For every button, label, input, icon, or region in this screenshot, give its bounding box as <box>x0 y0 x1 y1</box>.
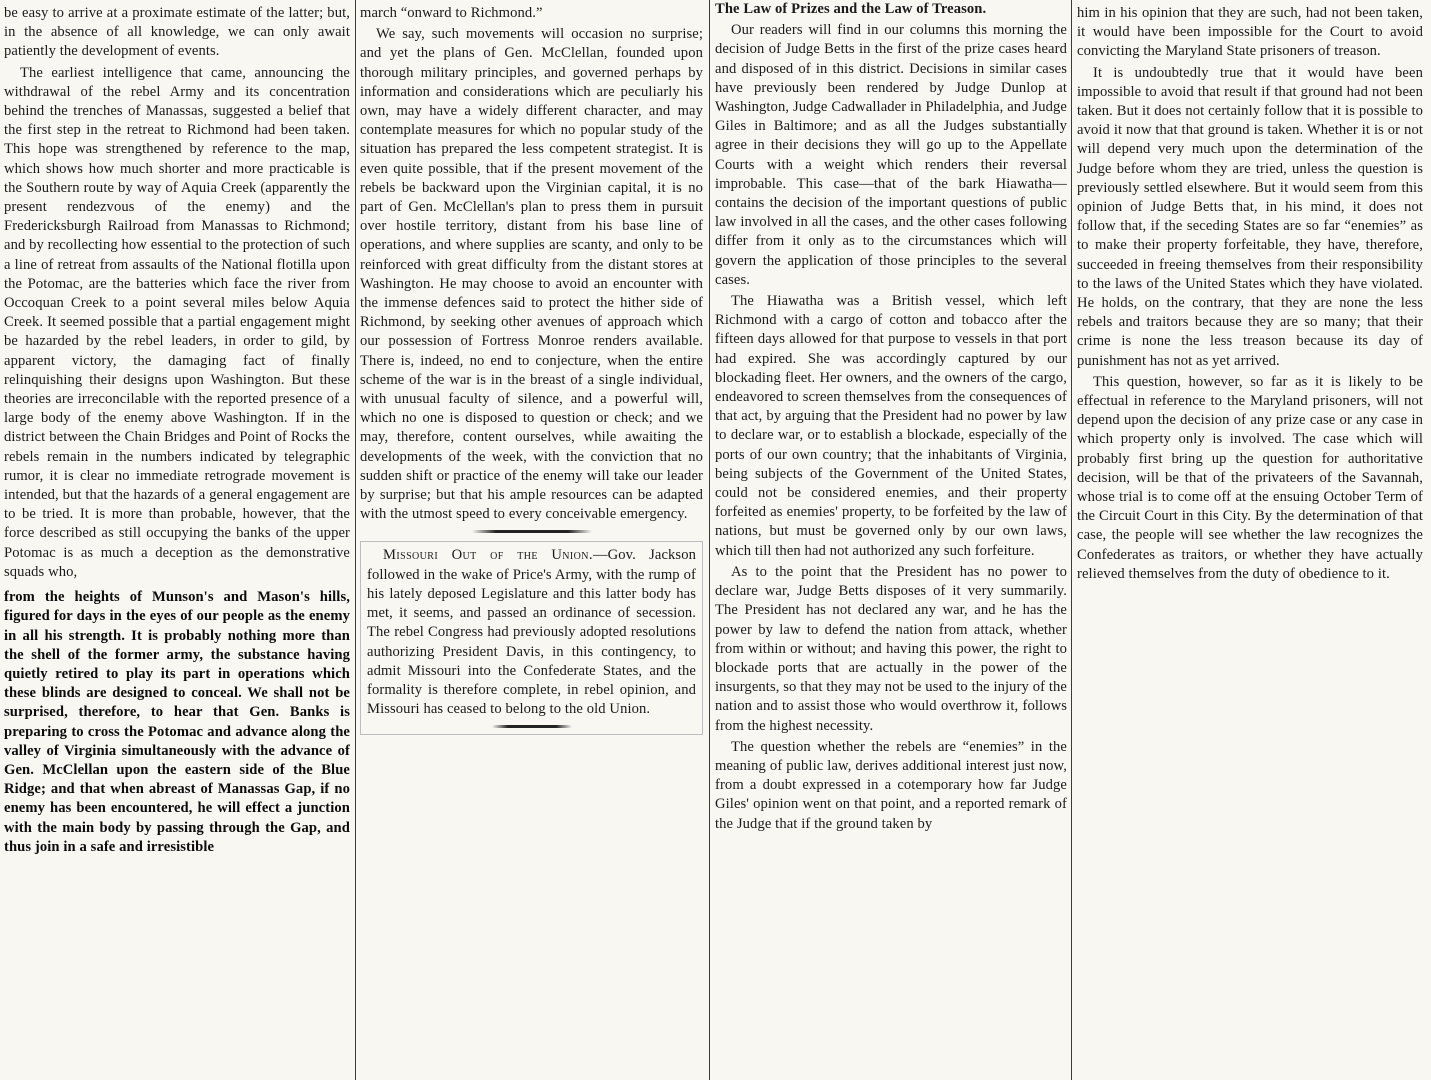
missouri-body: —Gov. Jackson followed in the wake of Price's Army, with the rump of his lately deposed Legislature and this latter body has met, it seems, and passed an ordinance of secession. The rebel Congress had previously adopted resolutions authorizing President Davis, in this contingency, to admit Missouri into the Confederate States, and the formality is therefore complete, in rebel opinion, and Missouri has ceased to belong to the old Union. <box>367 547 696 718</box>
col4-paragraph-2: It is undoubtedly true that it would have been impossible to avoid that result if that ground had not been taken. But it does not certainly follow that it is possible to avoid it now that that ground is taken. Whether it is or not will depend very much upon the determination of the Judge before whom they are tried, unless the question is previously settled elsewhere. But it would seem from this opinion of Judge Betts that, in his mind, it does not follow that, if the seceding States are so far “enemies” as to make their property forfeitable, they have, therefore, succeeded in freeing themselves from their responsibility to the laws of the United States which they have violated. He holds, on the contrary, that they are none the less rebels and traitors because they are so many; that their crime is none the less treason because its day of punishment has not as yet arrived. <box>1077 64 1423 369</box>
missouri-lead: Missouri Out of the Union. <box>383 547 593 564</box>
column-2 <box>360 0 703 1080</box>
col3-paragraph-3: As to the point that the President has no power to declare war, Judge Betts disposes of it very summarily. The President has not declared any war, and he has the power by law to defend the nation from attack, whether from within or without; and having this power, the right to blockade ports that are actually in the power of the insurgents, so that they may not be used to the injury of the nation and to assist those who would overthrow it, follows from the highest necessity. <box>715 563 1067 734</box>
col4-paragraph-3: This question, however, so far as it is likely to be effectual in reference to the Maryland prisoners, will not depend upon the decision of any prize case or any case in which property only is involved. The case which will probably first bring up the question for authoritative decision, will be that of the privateers of the Savannah, whose trial is to come off at the ensuing October Term of the Circuit Court in this City. By the determination of that case, the people will see whether the law recognizes the Confederates as traitors, or whether they have actually relieved themselves from the duty of obedience to it. <box>1077 373 1423 582</box>
column-rule-1 <box>355 0 356 1080</box>
col2-paragraph-1: march “onward to Richmond.” <box>360 5 543 21</box>
column-rule-2 <box>709 0 710 1080</box>
column-4 <box>1077 0 1423 1080</box>
article-headline: The Law of Prizes and the Law of Treason. <box>715 1 987 17</box>
col1-paragraph-3: from the heights of Munson's and Mason's hills, figured for days in the eyes of our people as the enemy in all his strength. It is probably nothing more than the shell of the former army, the substance having quietly retired to play its part in operations which these blinds are designed to conceal. We shall not be surprised, therefore, to hear that Gen. Banks is preparing to cross the Potomac and advance along the valley of Virginia simultaneously with the advance of Gen. McClellan upon the eastern side of the Blue Ridge; and that when abreast of Manassas Gap, if no enemy has been encountered, he will effect a junction with the main body by passing through the Gap, and thus join in a safe and irresistible <box>4 589 350 855</box>
col3-paragraph-1: Our readers will find in our columns this morning the decision of Judge Betts in the first of the prize cases heard and disposed of in this district. Decisions in similar cases have previously been rendered by Judge Dunlop at Washington, Judge Cadwallader in Philadelphia, and Judge Giles in Baltimore; and as all the Judges substantially agree in their decisions they will go up to the Appellate Courts with a weight which renders their reversal improbable. This case—that of the bark Hiawatha—contains the decision of the important questions of public law involved in all the cases, and the other cases following differ from it only as to the circumstances which will govern the application of those principles to the several cases. <box>715 22 1067 288</box>
article-end-separator <box>492 725 572 728</box>
col1-paragraph-1: be easy to arrive at a proximate estimate of the latter; but, in the absence of all knowledge, we can only await patiently the development of events. <box>4 5 350 60</box>
col3-paragraph-4: The question whether the rebels are “enemies” in the meaning of public law, derives additional interest just now, from a doubt expressed in a cotemporary how far Judge Giles' opinion went on that point, and a reported remark of the Judge that if the ground taken by <box>715 738 1067 832</box>
article-separator <box>472 530 592 533</box>
missouri-article <box>360 541 703 735</box>
column-rule-3 <box>1071 0 1072 1080</box>
missouri-paragraph <box>367 546 696 719</box>
col1-paragraph-2: The earliest intelligence that came, announcing the withdrawal of the rebel Army and its concentration behind the trenches of Manassas, suggested a belief that the first step in the retreat to Richmond had been taken. This hope was strengthened by reference to the map, which shows how much shorter and more practicable is the Southern route by way of Aquia Creek (apparently the present rendezvous of the enemy) and the Fredericksburgh Railroad from Manassas to Richmond; and by recollecting how essential to the protection of such a line of retreat from assaults of the National flotilla upon the Potomac, are the batteries which face the river from Occoquan Creek to a point several miles below Aquia Creek. It seemed possible that a partial engagement might be hazarded by the rebel leaders, in order to gild, by apparent victory, the damaging fact of finally relinquishing their designs upon Washington. But these theories are irreconcilable with the reported presence of a large body of the enemy above Washington. If in the district between the Chain Bridges and Point of Rocks the rebels remain in the numbers indicated by telegraphic rumor, it is clear no immediate retrograde movement is intended, but that the hazards of a general engagement are to be tried. It is more than probable, however, that the force described as still occupying the banks of the upper Potomac is as much a deception as the demonstrative squads who, <box>4 64 350 580</box>
col4-paragraph-1: him in his opinion that they are such, had not been taken, it would have been impossible for the Court to avoid convicting the Maryland State prisoners of treason. <box>1077 5 1423 60</box>
col2-paragraph-2: We say, such movements will occasion no surprise; and yet the plans of Gen. McClellan, founded upon thorough military principles, and governed perhaps by information and considerations which are peculiarly his own, may have a widely different character, and may contemplate measures for which no popular study of the situation has prepared the less competent strategist. It is even quite possible, that if the present movement of the rebels be backward upon the Virginian capital, it is no part of Gen. McClellan's plan to press them in pursuit over hostile territory, distant from his base line of operations, and where supplies are scanty, and only to be reinforced with great difficulty from the distant stores at Washington. He may choose to avoid an encounter with the immense defences said to protect the hither side of Richmond, by seeking other avenues of approach which our possession of Fortress Monroe renders available. There is, indeed, no end to conjecture, when the entire scheme of the war is in the breast of a single individual, with unusual faculty of silence, and a powerful will, which no one is disposed to question or check; and we may, therefore, content ourselves, while awaiting the developments of the week, with the conviction that no sudden shift or practice of the enemy will take our leader by surprise; but that his ample resources can be adapted with the utmost speed to every conceivable emergency. <box>360 26 703 523</box>
column-1 <box>4 0 350 1080</box>
col3-paragraph-2: The Hiawatha was a British vessel, which left Richmond with a cargo of cotton and tobacco after the fifteen days allowed for that purpose to vessels in that port had expired. She was accordingly captured by our blockading fleet. Her owners, and the owners of the cargo, endeavored to screen themselves from the consequences of that act, by arguing that the President had no power by law to declare war, or to establish a blockade, especially of the ports of our own country; that the inhabitants of Virginia, being subjects of the Government of the United States, could not be considered enemies, and their property forfeited as enemies' property, to be forfeited by the law of nations, but must be governed only by our own laws, which till then had not authorized any such forfeiture. <box>715 293 1067 559</box>
column-3 <box>715 0 1067 1080</box>
